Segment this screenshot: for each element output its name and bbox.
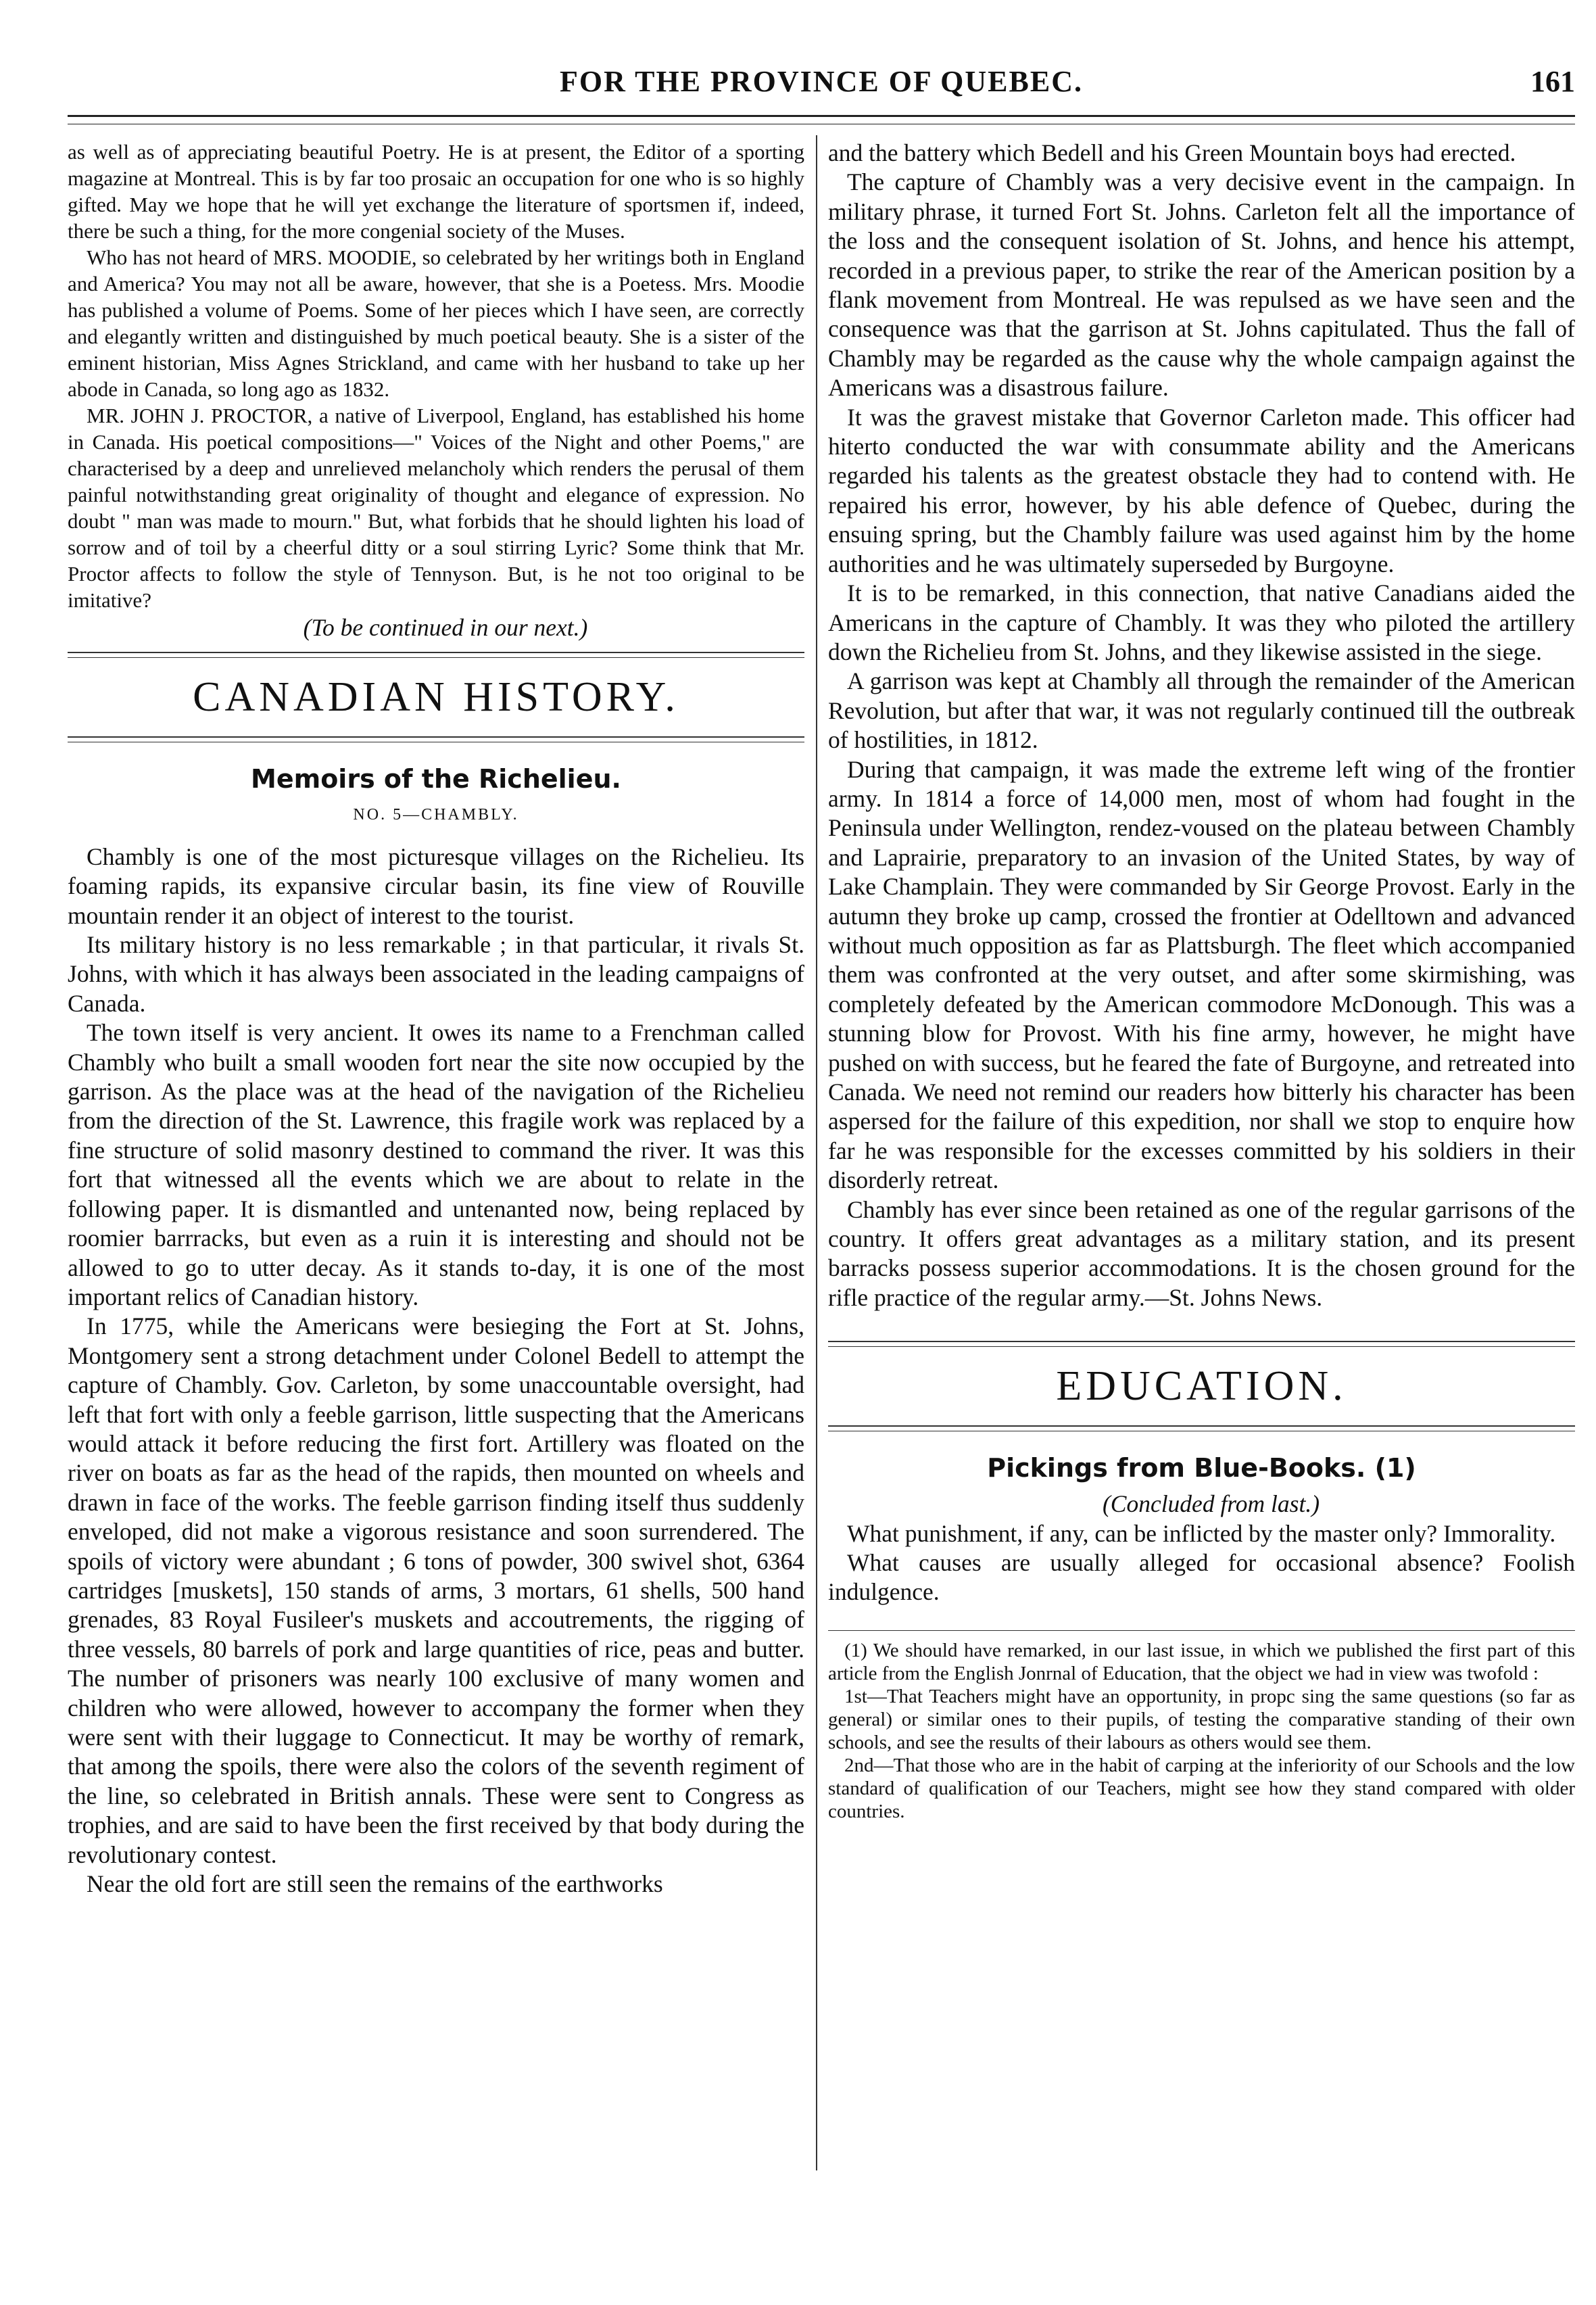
section-title: CANADIAN HISTORY. <box>193 674 679 721</box>
article-number: NO. 5—CHAMBLY. <box>353 806 519 824</box>
paragraph: A garrison was kept at Chambly all through the remainder of the American Revolution, but after that war, it was not regularly continued till the outbreak of hostilities, in 1812. <box>828 667 1575 754</box>
paragraph: Near the old fort are still seen the remains of the earthworks <box>87 1870 663 1898</box>
continued-note: (To be continued in our next.) <box>303 614 588 641</box>
right-column <box>828 139 1575 1823</box>
paragraph: During that campaign, it was made the extreme left wing of the frontier army. In 1814 a force of 14,000 men, most of whom had fought in the Peninsula under Wellington, rendez-voused on the plateau between Chambly and Laprairie, preparatory to an invasion of the United States, by way of Lake Champlain. They were commanded by Sir George Provost. Early in the autumn they broke up camp, crossed the frontier at Odelltown and advanced without much opposition as far as Plattsburgh. The fleet which accompanied them was confronted at the very outset, and after some skirmishing, was completely defeated by the American commodore McDonough. This was a stunning blow for Provost. With his fine army, however, he might have pushed on with success, but he feared the fate of Burgoyne, and retreated into Canada. We need not remind our readers how bitterly his character has been aspersed for the failure of this expedition, nor shall we stop to enquire how far he was responsible for the excesses committed by his soldiers in their disorderly retreat. <box>828 755 1575 1194</box>
qa-item: What punishment, if any, can be inflicted by the master only? Immorality. <box>847 1519 1556 1547</box>
footnotes <box>828 1639 1575 1823</box>
footnote: 2nd—That those who are in the habit of carping at the inferiority of our Schools and the low standard of qualification of our Teachers, might see how they stand compared with older countries. <box>828 1754 1575 1822</box>
section-rule <box>68 652 804 658</box>
paragraph: Its military history is no less remarkable ; in that particular, it rivals St. Johns, with which it has always been associated in the leading campaigns of Canada. <box>68 931 804 1017</box>
section-rule <box>828 1425 1575 1431</box>
paragraph: In 1775, while the Americans were besieging the Fort at St. Johns, Montgomery sent a strong detachment under Colonel Bedell to attempt the capture of Chambly. Gov. Carleton, by some unaccountable oversight, had left that fort with only a feeble garrison, little suspecting that the Americans would attack it before reducing the first fort. Artillery was floated on the river on boats as far as the head of the rapids, then mounted on wheels and drawn in face of the works. The feeble garrison finding itself thus suddenly enveloped, did not make a vigorous resistance and soon surrendered. The spoils of victory were abundant ; 6 tons of powder, 300 swivel shot, 6364 cartridges [muskets], 150 stands of arms, 3 mortars, 61 shells, 500 hand grenades, 83 Royal Fusileer's muskets and accoutrements, the rigging of three vessels, 80 barrels of pork and large quantities of rice, peas and butter. The number of prisoners was nearly 100 exclusive of many women and children who were allowed, however to accompany the former when they were sent with their luggage to Connecticut. It may be worthy of remark, that among the spoils, there were also the colors of the seventh regiment of the line, so celebrated in British annals. These were sent to Congress as trophies, and are said to have been the first received by that body during the revolutionary contest. <box>68 1312 804 1868</box>
section-title: EDUCATION. <box>1056 1363 1347 1410</box>
column-divider <box>816 135 817 2170</box>
footnote: 1st—That Teachers might have an opportunity, in propc sing the same questions (so far as general) or similar ones to their pupils, of testing the comparative standing of their own schools, and see the results of their labours as others would see them. <box>828 1685 1575 1753</box>
paragraph: as well as of appreciating beautiful Poetry. He is at present, the Editor of a sporting magazine at Montreal. This is by far too prosaic an occupation for one who is so highly gifted. May we hope that he will yet exchange the literature of sportsmen if, indeed, there be such a thing, for the more congenial society of the Muses. <box>68 140 804 243</box>
article-title: Pickings from Blue-Books. (1) <box>987 1453 1416 1483</box>
paragraph: It is to be remarked, in this connection, that native Canadians aided the Americans in the capture of Chambly. It was they who piloted the artillery down the Richelieu from St. Johns, and they likewise assisted in the siege. <box>828 579 1575 665</box>
qa-item: What causes are usually alleged for occasional absence? Foolish indulgence. <box>828 1549 1575 1606</box>
running-title: FOR THE PROVINCE OF QUEBEC. <box>560 65 1083 98</box>
article-subtitle: (Concluded from last.) <box>1102 1490 1320 1518</box>
paragraph: The town itself is very ancient. It owes its name to a Frenchman called Chambly who built a small wooden fort near the site now occupied by the garrison. As the place was at the head of the navigation of the Richelieu from the direction of the St. Lawrence, this fragile work was replaced by a fine structure of solid masonry destined to command the river. It was this fort that witnessed all the events which we are about to relate in the following paper. It is dismantled and untenanted now, being replaced by roomier barrracks, but even as a ruin it is interesting and should not be allowed to go to utter decay. As it stands to-day, it is one of the most important relics of Canadian history. <box>68 1019 804 1310</box>
article-title: Memoirs of the Richelieu. <box>251 764 621 794</box>
left-column <box>68 139 804 1899</box>
paragraph: and the battery which Bedell and his Green Mountain boys had erected. <box>828 139 1516 166</box>
footnote-rule <box>828 1630 1575 1631</box>
paragraph: It was the gravest mistake that Governor Carleton made. This officer had hiterto conducted the war with consummate ability and the Americans regarded his talents as the greatest obstacle they had to contend with. He repaired his error, however, by his able defence of Quebec, during the ensuing spring, but the Chambly failure was used against him by the home authorities and he was ultimately superseded by Burgoyne. <box>828 403 1575 577</box>
section-rule <box>68 736 804 742</box>
page-number: 161 <box>1530 65 1575 98</box>
page-header <box>68 64 1575 112</box>
paragraph: Chambly is one of the most picturesque villages on the Richelieu. Its foaming rapids, its expansive circular basin, its fine view of Rouville mountain render it an object of interest to the tourist. <box>68 842 804 929</box>
paragraph: Chambly has ever since been retained as one of the regular garrisons of the country. It offers great advantages as a military station, and its present barracks possess superior accommodations. It is the chosen ground for the rifle practice of the regular army.—St. Johns News. <box>828 1195 1575 1311</box>
footnote: (1) We should have remarked, in our last issue, in which we published the first part of this article from the English Jonrnal of Education, that the object we had in view was twofold : <box>828 1639 1575 1684</box>
header-rule <box>68 115 1575 124</box>
paragraph: The capture of Chambly was a very decisive event in the campaign. In military phrase, it turned Fort St. Johns. Carleton felt all the importance of the loss and the consequent isolation of St. Johns, and hence his attempt, recorded in a previous paper, to strike the rear of the American position by a flank movement from Montreal. He was repulsed as we have seen and the consequence was that the garrison at St. Johns capitulated. Thus the fall of Chambly may be regarded as the cause why the whole campaign against the Americans was a disastrous failure. <box>828 168 1575 402</box>
paragraph: MR. JOHN J. PROCTOR, a native of Liverpool, England, has established his home in Canada. His poetical compositions—" Voices of the Night and other Poems," are characterised by a deep and unrelieved melancholy which renders the perusal of them painful notwithstanding great originality of thought and elegance of expression. No doubt " man was made to mourn." But, what forbids that he should lighten his load of sorrow and of toil by a cheerful ditty or a soul stirring Lyric? Some think that Mr. Proctor affects to follow the style of Tennyson. But, is he not too original to be imitative? <box>68 404 804 612</box>
section-rule <box>828 1341 1575 1347</box>
paragraph: Who has not heard of MRS. MOODIE, so celebrated by her writings both in England and America? You may not all be aware, however, that she is a Poetess. Mrs. Moodie has published a volume of Poems. Some of her pieces which I have seen, are correctly and elegantly written and distinguished by much poetical beauty. She is a sister of the eminent historian, Miss Agnes Strickland, and came with her husband to take up her abode in Canada, so long ago as 1832. <box>68 245 804 401</box>
